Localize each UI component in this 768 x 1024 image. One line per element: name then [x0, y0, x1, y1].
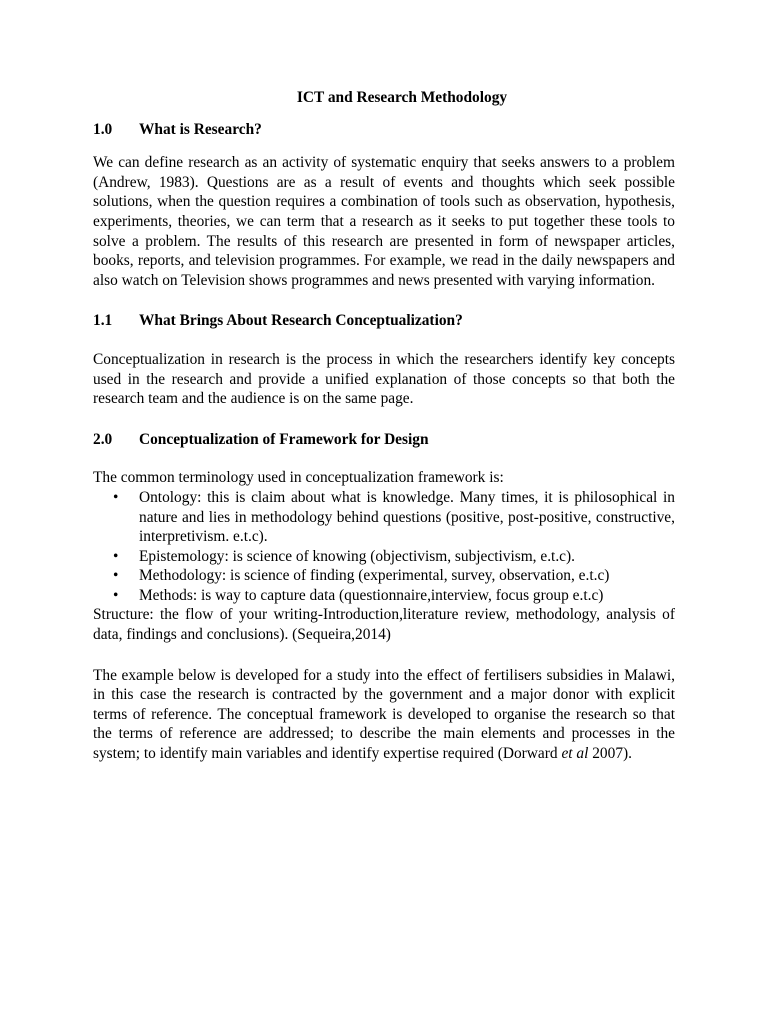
paragraph-terminology-intro: The common terminology used in conceptualization framework is: — [93, 469, 504, 487]
bullet-icon: • — [113, 547, 119, 565]
list-item — [93, 547, 675, 567]
section-heading-1-1 — [93, 311, 675, 331]
citation-year: 2007). — [592, 745, 632, 763]
bullet-icon: • — [113, 488, 119, 506]
example-text: The example below is developed for a study into the effect of fertilisers subsidies in Malawi, in this case the research is contracted by the government and a major donor with explicit terms of reference. The conceptual framework is developed to organise the research so that the terms of reference are addressed; to describe the main elements and processes in the system; to identify main variables and identify expertise required (Dorward — [93, 666, 675, 763]
paragraph-malawi-example — [93, 666, 675, 764]
bullet-icon: • — [113, 567, 119, 585]
list-item — [93, 586, 675, 606]
terminology-list — [93, 488, 675, 606]
section-heading-1-0 — [93, 120, 675, 140]
section-title: What is Research? — [139, 120, 262, 138]
list-item-text: Ontology: this is claim about what is knowledge. Many times, it is philosophical in nature and lies in methodology behind questions (positive, post-positive, constructive, interpretivism. e.t.c). — [139, 488, 675, 546]
section-number: 1.0 — [93, 120, 113, 138]
section-number: 2.0 — [93, 430, 113, 448]
section-title: What Brings About Research Conceptualization? — [139, 312, 463, 330]
citation-et-al: et al — [561, 745, 589, 763]
paragraph-what-is-research: We can define research as an activity of systematic enquiry that seeks answers to a problem (Andrew, 1983). Questions are as a result of events and thoughts which seek possible solutions, when the question requires a combination of tools such as observation, hypothesis, experiments, theories, we can term that a research as it seeks to put together these tools to solve a problem. The results of this research are presented in form of newspaper articles, books, reports, and television programmes. For example, we read in the daily newspapers and also watch on Television shows programmes and news presented with varying information. — [93, 154, 675, 289]
list-item — [93, 488, 675, 547]
bullet-icon: • — [113, 586, 119, 604]
paragraph-structure: Structure: the flow of your writing-Introduction,literature review, methodology, analysis of data, findings and conclusions). (Sequeira,2014) — [93, 606, 675, 644]
section-number: 1.1 — [93, 312, 113, 330]
document-body — [93, 88, 675, 785]
paragraph-conceptualization: Conceptualization in research is the process in which the researchers identify key concepts used in the research and provide a unified explanation of those concepts so that both the research team and the audience is on the same page. — [93, 350, 675, 408]
document-title: ICT and Research Methodology — [296, 89, 508, 106]
list-item-text: Methods: is way to capture data (questionnaire,interview, focus group e.t.c) — [139, 586, 604, 604]
section-heading-2-0 — [93, 430, 675, 450]
list-item-text: Epistemology: is science of knowing (objectivism, subjectivism, e.t.c). — [139, 547, 575, 565]
list-item — [93, 566, 675, 586]
list-item-text: Methodology: is science of finding (experimental, survey, observation, e.t.c) — [139, 567, 610, 585]
section-title: Conceptualization of Framework for Design — [139, 430, 429, 448]
